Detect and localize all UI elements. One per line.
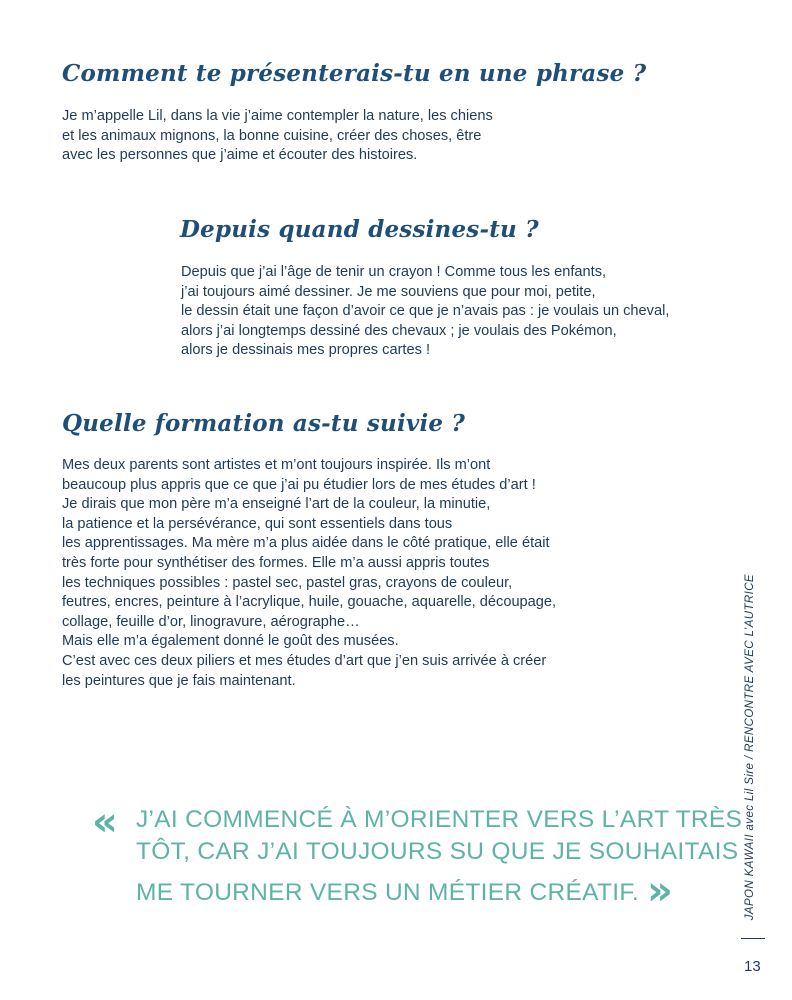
section-body-depuis-quand <box>181 263 669 361</box>
body-line: les peintures que je fais maintenant. <box>62 672 296 689</box>
body-line: Depuis que j’ai l’âge de tenir un crayon ! Comme tous les enfants, <box>181 264 607 280</box>
pull-quote <box>92 799 743 914</box>
open-quote-icon: « <box>92 799 118 845</box>
page-number-divider <box>741 938 765 939</box>
pull-quote-line: J’AI COMMENCÉ À M’ORIENTER VERS L’ART TRÈS <box>136 806 743 833</box>
section-body-formation <box>62 456 556 691</box>
body-line: Mes deux parents sont artistes et m’ont toujours inspirée. Ils m’ont <box>62 457 491 473</box>
body-line: les apprentissages. Ma mère m’a plus aidée dans le côté pratique, elle était <box>62 535 550 552</box>
body-line: j’ai toujours aimé dessiner. Je me souviens que pour moi, petite, <box>181 283 596 300</box>
pull-quote-line-text: ME TOURNER VERS UN MÉTIER CRÉATIF. <box>136 879 639 906</box>
section-heading-depuis-quand: Depuis quand dessines-tu ? <box>180 216 539 243</box>
pull-quote-line: TÔT, CAR J’AI TOUJOURS SU QUE JE SOUHAITAIS <box>136 837 739 865</box>
body-line: le dessin était une façon d’avoir ce que je n’avais pas : je voulais un cheval, <box>181 303 670 320</box>
page-number: 13 <box>744 958 761 975</box>
body-line: alors j’ai longtemps dessiné des chevaux ; je voulais des Pokémon, <box>181 322 617 339</box>
body-line: alors je dessinais mes propres cartes ! <box>181 342 431 359</box>
body-line: et les animaux mignons, la bonne cuisine, créer des choses, être <box>62 127 482 144</box>
pull-quote-line <box>136 867 712 914</box>
running-title: JAPON KAWAII avec Lil Sire / RENCONTRE AVEC L’AUTRICE <box>744 573 756 920</box>
close-quote-icon: » <box>646 868 674 914</box>
body-line: collage, feuille d’or, linogravure, aérographe… <box>62 613 360 630</box>
running-title-sidebar <box>744 560 764 920</box>
body-line: Je m’appelle Lil, dans la vie j’aime contempler la nature, les chiens <box>62 108 493 124</box>
body-line: très forte pour synthétiser des formes. Elle m’a aussi appris toutes <box>62 554 490 571</box>
body-line: les techniques possibles : pastel sec, pastel gras, crayons de couleur, <box>62 574 513 591</box>
body-line: Je dirais que mon père m’a enseigné l’art de la couleur, la minutie, <box>62 496 491 513</box>
body-line: C’est avec ces deux piliers et mes études d’art que j’en suis arrivée à créer <box>62 652 547 669</box>
body-line: Mais elle m’a également donné le goût des musées. <box>62 633 399 650</box>
body-line: beaucoup plus appris que ce que j’ai pu étudier lors de mes études d’art ! <box>62 476 536 493</box>
pull-quote-text <box>136 804 743 914</box>
body-line: avec les personnes que j’aime et écouter des histoires. <box>62 147 418 164</box>
section-heading-presentation: Comment te présenterais-tu en une phrase ? <box>62 60 647 87</box>
section-body-presentation <box>62 107 493 166</box>
body-line: la patience et la persévérance, qui sont essentiels dans tous <box>62 515 453 532</box>
body-line: feutres, encres, peinture à l’acrylique, huile, gouache, aquarelle, découpage, <box>62 594 557 611</box>
section-heading-formation: Quelle formation as-tu suivie ? <box>62 410 466 437</box>
